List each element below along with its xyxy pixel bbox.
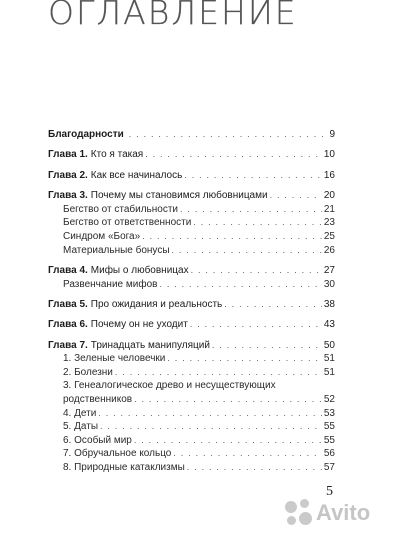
toc-leader-dots — [129, 128, 328, 142]
toc-page-number: 55 — [323, 434, 335, 446]
toc-page-number: 27 — [323, 264, 335, 276]
toc-leader-dots — [167, 352, 321, 366]
toc-leader-dots — [187, 461, 322, 475]
toc-chapter-row — [48, 339, 335, 353]
toc-entry-title: 6. Особый мир — [63, 434, 132, 446]
toc-chapter-row — [48, 169, 335, 183]
avito-watermark — [285, 499, 370, 527]
toc-chapter-label: Глава 3. — [48, 190, 88, 202]
toc-entry-title: Благодарности — [48, 129, 124, 140]
toc-chapter-label: Глава 1. — [48, 149, 88, 161]
toc-page-number: 56 — [323, 448, 335, 460]
toc-leader-dots — [212, 339, 322, 353]
toc-page-number: 10 — [323, 149, 335, 161]
toc-entry-title: 3. Генеалогическое древо и несуществующих — [63, 380, 276, 392]
toc-chapter-label: Глава 4. — [48, 264, 88, 276]
toc-page-number: 23 — [323, 217, 335, 229]
toc-entry-title: Как все начиналось — [90, 169, 183, 181]
toc-chapter-row — [48, 318, 335, 332]
toc-page-number: 53 — [323, 407, 335, 419]
toc-leader-dots — [159, 278, 321, 292]
toc-page-number: 51 — [323, 366, 335, 378]
toc-leader-dots — [191, 264, 322, 278]
toc-subsection-row — [48, 379, 335, 393]
toc-subsection-row — [48, 366, 335, 380]
toc-chapter-row — [48, 189, 335, 203]
toc-subsection-row — [48, 352, 335, 366]
toc-leader-dots — [134, 393, 322, 407]
toc-page-number: 30 — [323, 278, 335, 290]
toc-subsection-row — [48, 216, 335, 230]
toc-page-number: 38 — [323, 298, 335, 310]
toc-subsection-row — [48, 447, 335, 461]
toc-leader-dots — [98, 407, 322, 421]
toc-subsection-row — [48, 420, 335, 434]
toc-page-number: 51 — [323, 353, 335, 365]
toc-entry-title: Синдром «Бога» — [63, 230, 141, 242]
toc-entry-title: 5. Даты — [63, 421, 98, 433]
avito-logo-icon — [285, 499, 313, 527]
toc-chapter-row — [48, 128, 335, 142]
toc-leader-dots — [193, 216, 322, 230]
toc-leader-dots — [224, 298, 322, 312]
toc-chapter-label: Глава 2. — [48, 169, 88, 181]
toc-page-number: 9 — [329, 129, 335, 140]
toc-subsection-row — [48, 461, 335, 475]
toc-chapter-label: Глава 5. — [48, 298, 88, 310]
toc-leader-dots — [172, 244, 322, 258]
toc-page-number: 26 — [323, 244, 335, 256]
toc-chapter-row — [48, 148, 335, 162]
toc-page-number: 52 — [323, 394, 335, 406]
toc-leader-dots — [145, 148, 322, 162]
toc-entry-title: Про ожидания и реальность — [90, 298, 223, 310]
toc-entry-title: Мифы о любовницах — [90, 264, 189, 276]
toc-subsection-row — [48, 278, 335, 292]
toc-subsection-row — [48, 434, 335, 448]
toc-subsection-row — [48, 230, 335, 244]
table-of-contents — [48, 128, 335, 475]
toc-page-number: 20 — [323, 190, 335, 202]
toc-page-number: 43 — [323, 319, 335, 331]
toc-page-number: 55 — [323, 421, 335, 433]
toc-leader-dots — [184, 169, 322, 183]
toc-entry-title: 4. Дети — [63, 407, 97, 419]
toc-chapter-label: Глава 6. — [48, 319, 88, 331]
toc-entry-title: Почему мы становимся любовницами — [90, 190, 268, 202]
toc-entry-title: 8. Природные катаклизмы — [63, 462, 185, 474]
watermark-text: Avito — [316, 500, 371, 525]
toc-entry-title: Кто я такая — [90, 149, 144, 161]
toc-chapter-label: Глава 7. — [48, 339, 88, 351]
toc-subsection-row — [48, 393, 335, 407]
toc-page-number: 57 — [323, 462, 335, 474]
toc-leader-dots — [115, 366, 322, 380]
toc-entry-title: Бегство от ответственности — [63, 217, 192, 229]
toc-leader-dots — [270, 189, 322, 203]
toc-entry-title: Тринадцать манипуляций — [90, 339, 210, 351]
toc-leader-dots — [173, 447, 322, 461]
toc-subsection-row — [48, 203, 335, 217]
toc-leader-dots — [142, 230, 322, 244]
page-number: 5 — [326, 484, 333, 499]
toc-leader-dots — [134, 434, 322, 448]
toc-entry-title: Почему он не уходит — [90, 319, 188, 331]
toc-leader-dots — [190, 318, 322, 332]
toc-page-number: 16 — [323, 169, 335, 181]
toc-leader-dots — [180, 203, 322, 217]
toc-entry-title: Развенчание мифов — [63, 278, 158, 290]
toc-entry-title: родственников — [63, 394, 133, 406]
toc-entry-title: Бегство от стабильности — [63, 203, 179, 215]
toc-subsection-row — [48, 244, 335, 258]
toc-chapter-row — [48, 264, 335, 278]
toc-page-number: 50 — [323, 339, 335, 351]
toc-leader-dots — [100, 420, 322, 434]
toc-subsection-row — [48, 407, 335, 421]
toc-entry-title: 1. Зеленые человечки — [63, 353, 166, 365]
page-title: ОГЛАВЛЕНИЕ — [48, 0, 298, 32]
toc-entry-title: 7. Обручальное кольцо — [63, 448, 172, 460]
toc-entry-title: Материальные бонусы — [63, 244, 170, 256]
toc-page-number: 25 — [323, 230, 335, 242]
toc-chapter-row — [48, 298, 335, 312]
toc-page-number: 21 — [323, 203, 335, 215]
toc-entry-title: 2. Болезни — [63, 366, 113, 378]
